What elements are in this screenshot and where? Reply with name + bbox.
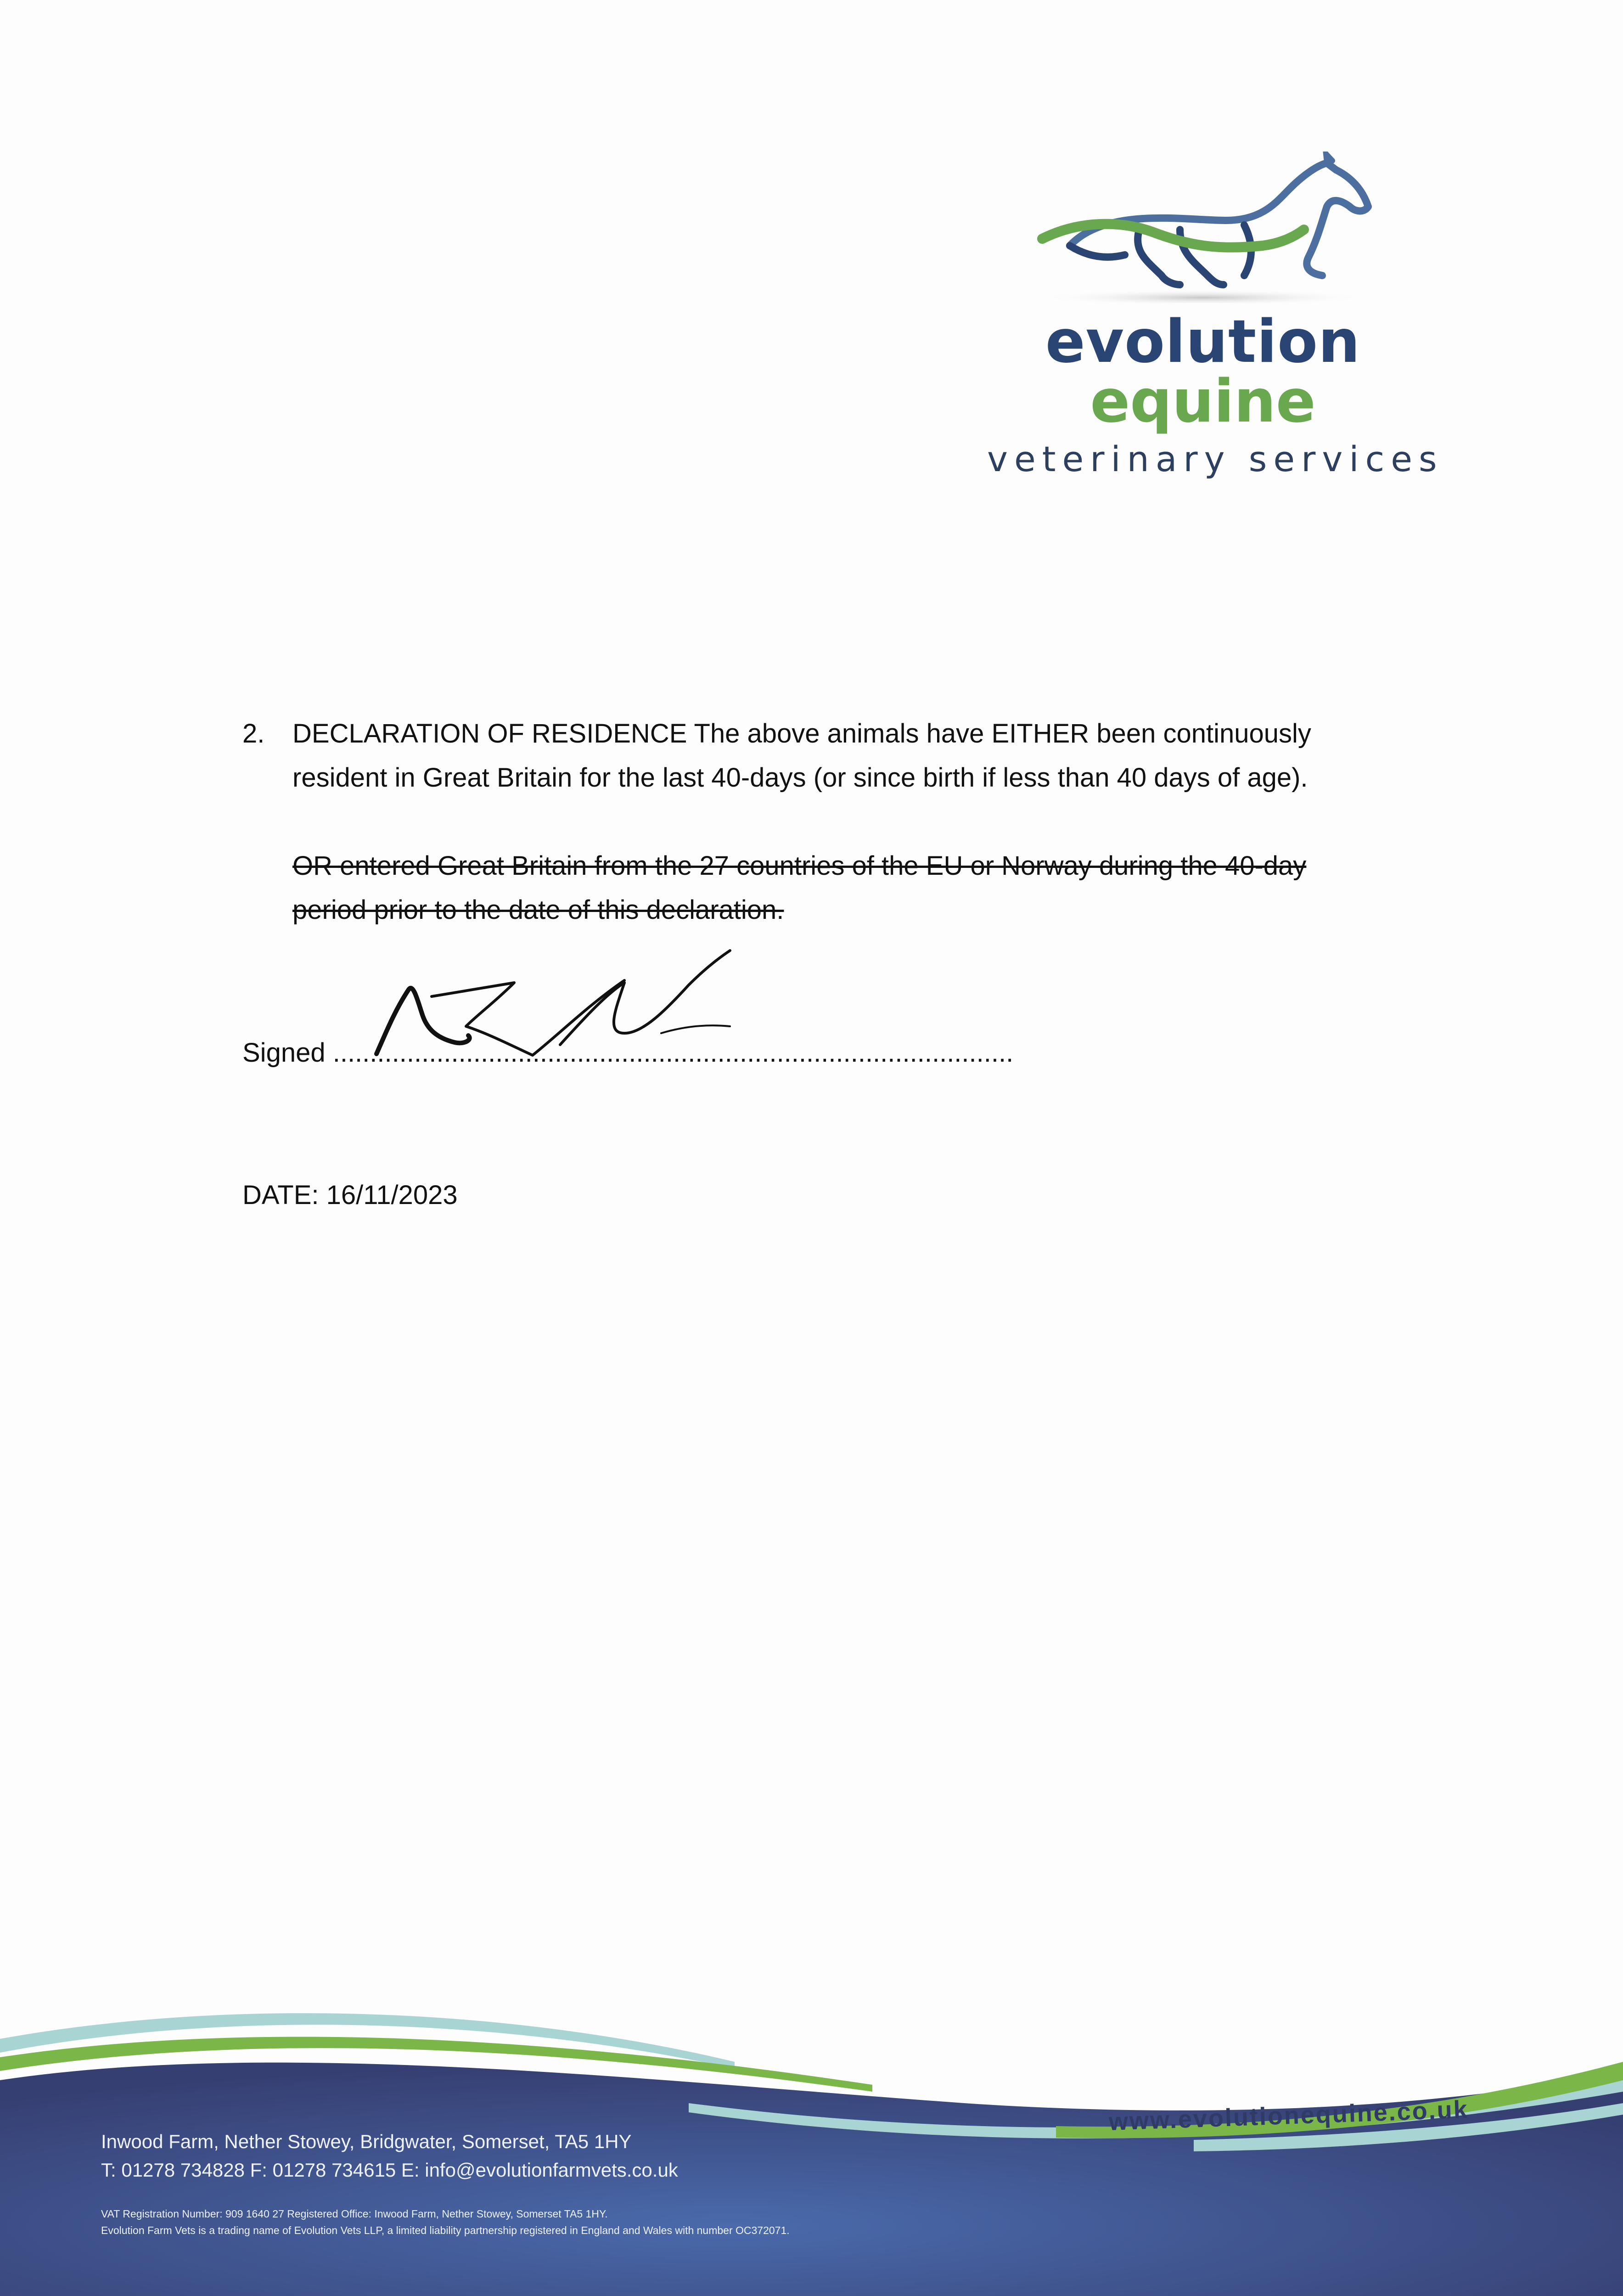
logo-word-evolution: evolution: [1045, 308, 1361, 376]
handwritten-signature: [367, 946, 771, 1065]
logo-word-equine: equine: [1090, 367, 1316, 436]
declaration-date: DATE: 16/11/2023: [242, 1180, 458, 1210]
signed-label: Signed ............................................................................................: [242, 1038, 1014, 1068]
horse-logo-icon: [987, 152, 1419, 303]
list-item-number: 2.: [242, 719, 265, 748]
footer-address: Inwood Farm, Nether Stowey, Bridgwater, Somerset, TA5 1HY: [101, 2131, 632, 2152]
footer-contact-numbers: T: 01278 734828 F: 01278 734615 E: info@evolutionfarmvets.co.uk: [101, 2159, 678, 2181]
struck-through-option-line-1: OR entered Great Britain from the 27 countries of the EU or Norway during the 40-day: [292, 851, 1307, 881]
logo-tagline: veterinary services: [987, 439, 1443, 479]
footer-trading-name: Evolution Farm Vets is a trading name of Evolution Vets LLP, a limited liability partnership registered in England and Wales with number OC372071.: [101, 2224, 790, 2236]
struck-through-option-line-2: period prior to the date of this declaration.: [292, 895, 784, 925]
company-logo: [987, 152, 1443, 491]
declaration-text-line-2: resident in Great Britain for the last 40-days (or since birth if less than 40 days of age).: [292, 763, 1308, 793]
declaration-text-line-1: DECLARATION OF RESIDENCE The above animals have EITHER been continuously: [292, 719, 1311, 748]
footer-website-link[interactable]: www.evolutionequine.co.uk: [1108, 2095, 1469, 2136]
footer-vat-registration: VAT Registration Number: 909 1640 27 Registered Office: Inwood Farm, Nether Stowey, Somerset TA5 1HY.: [101, 2208, 608, 2220]
